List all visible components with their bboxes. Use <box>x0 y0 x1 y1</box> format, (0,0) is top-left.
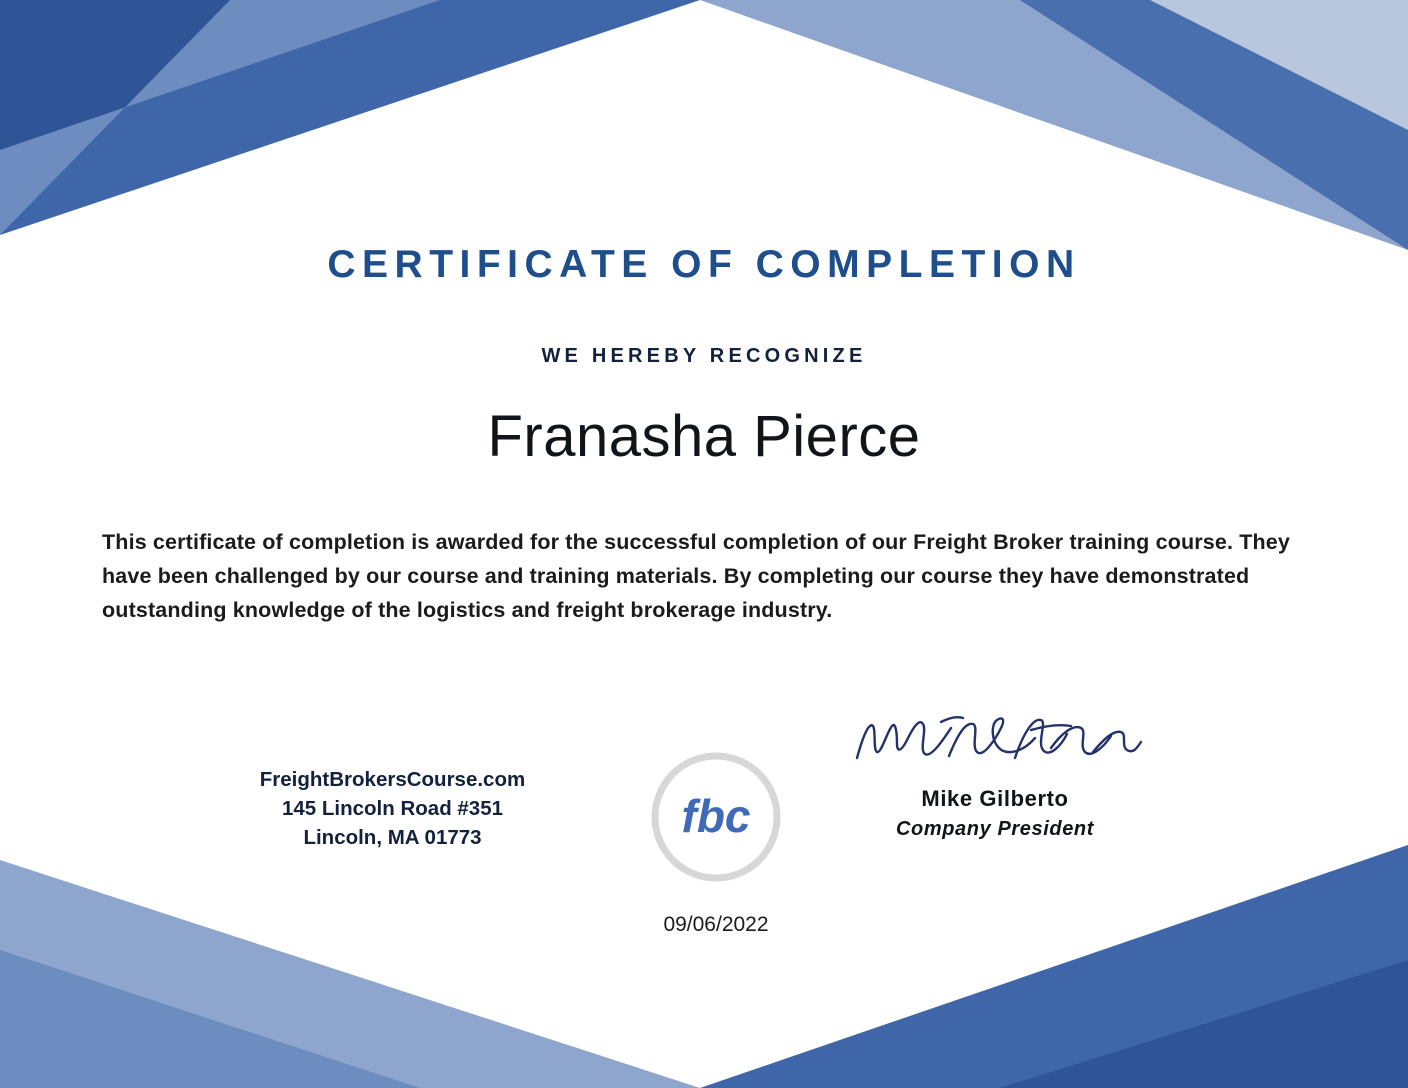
fbc-logo-text: fbc <box>681 790 751 842</box>
issue-date: 09/06/2022 <box>663 913 769 936</box>
signature-block <box>830 700 1160 841</box>
certificate-subtitle: WE HEREBY RECOGNIZE <box>541 345 867 367</box>
signature-icon <box>845 700 1145 780</box>
organization-address-line2: Lincoln, MA 01773 <box>303 826 482 849</box>
fbc-logo-icon <box>651 752 781 882</box>
organization-address <box>130 765 655 852</box>
organization-address-line1: 145 Lincoln Road #351 <box>281 797 504 820</box>
recipient-name: Franasha Pierce <box>487 404 921 469</box>
signer-name: Mike Gilberto <box>921 786 1069 811</box>
organization-website: FreightBrokersCourse.com <box>259 768 526 791</box>
signer-title: Company President <box>895 818 1095 840</box>
certificate-body-text: This certificate of completion is awarded for the successful completion of our Freight Broker training course. They have been challenged by our course and training materials. By completing our course they have demonstrated outstanding knowledge of the logistics and freight brokerage industry. <box>102 530 1291 622</box>
certificate-title: CERTIFICATE OF COMPLETION <box>327 243 1081 286</box>
